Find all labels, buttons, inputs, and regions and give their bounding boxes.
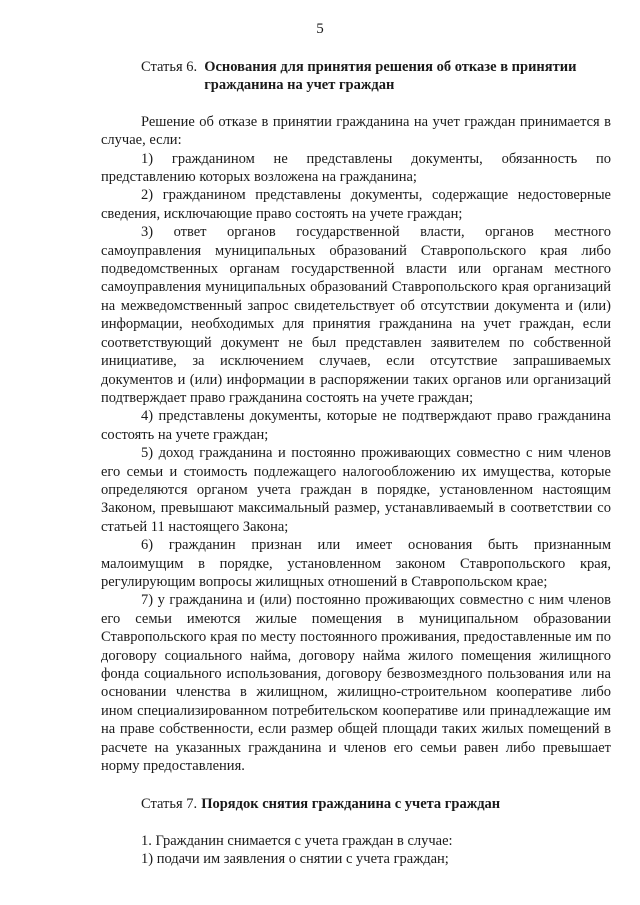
article-7-number: Статья 7. [141,796,198,813]
article-6-item-6: 6) гражданин признан или имеет основания быть признанным малоимущим в порядке, установленном законом Ставропольского края, регулирующим вопросы жилищных отношений в Ставропольском крае; [101,537,611,590]
page-number: 5 [316,21,324,37]
article-6-title: Основания для принятия решения об отказе в принятии гражданина на учет граждан [204,59,577,94]
article-6-item-7: 7) у гражданина и (или) постоянно проживающих совместно с ним членов его семьи имеются жилые помещения в муниципальном образовании Ставропольского края по месту постоянного проживания, предоставленные им по договору социального найма, договору найма жилого помещения жилищного фонда социального использования, договору безвозмездного пользования или на основании членства в жилищном, жилищно-строительном кооперативе либо ином специализированном потребительском кооперативе или принадлежащие им на праве собственности, если размер общей площади таких жилых помещений в расчете на указанных гражданина и членов его семьи равен либо превышает норму предоставления. [101,592,611,775]
article-6-intro: Решение об отказе в принятии гражданина на учет граждан принимается в случае, если: [101,113,611,149]
article-6-number: Статья 6. [141,59,198,75]
article-7-heading [141,795,611,813]
article-6-item-1: 1) гражданином не представлены документы, обязанность по представлению которых возложена на гражданина; [101,150,611,186]
article-7-item-1: 1. Гражданин снимается с учета граждан в случае: [141,832,453,849]
article-7-item-1-1: 1) подачи им заявления о снятии с учета граждан; [141,851,449,868]
article-6-heading [141,58,611,95]
article-6-item-3: 3) ответ органов государственной власти, органов местного самоуправления муниципальных образований Ставропольского края либо подведомственных органам государственной власти или органам местного самоуправления муниципальных образований Ставропольского края организаций на межведомственный запрос свидетельствует об отсутствии документа и (или) информации, необходимых для принятия гражданина на учет граждан, если соответствующий документ не был представлен заявителем по собственной инициативе, за исключением случаев, если отсутствие запрашиваемых документов и (или) информации в распоряжении таких органов или организаций подтверждает право гражданина состоять на учете граждан; [101,224,611,406]
document-body [101,58,611,869]
article-6-item-2: 2) гражданином представлены документы, содержащие недостоверные сведения, исключающие право состоять на учете граждан; [101,187,611,222]
article-6-item-4: 4) представлены документы, которые не подтверждают право гражданина состоять на учете граждан; [101,408,611,443]
article-7-title: Порядок снятия гражданина с учета граждан [201,796,501,813]
article-6-item-5: 5) доход гражданина и постоянно проживающих совместно с ним членов его семьи и стоимость подлежащего налогообложению их имущества, которые определяются органом учета граждан в порядке, установленном настоящим Законом, превышают максимальный размер, устанавливаемый в соответствии со статьей 11 настоящего Закона; [101,445,611,535]
